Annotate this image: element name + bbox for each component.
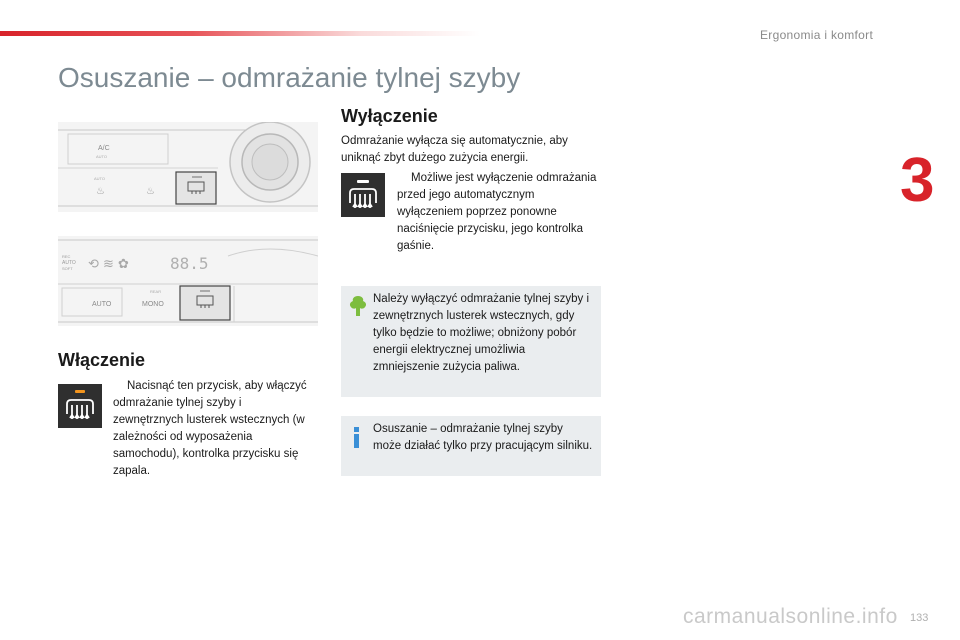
illus-label-rec: REC xyxy=(62,254,71,259)
switch-on-text: Nacisnąć ten przycisk, aby włączyć odmrażanie tylnej szyby i zewnętrznych lusterek wstecznych (w zależności od wyposażenia samochodu), kontrolka przycisku się zapala. xyxy=(113,380,307,477)
page-number: 133 xyxy=(910,612,929,624)
page-title: Osuszanie – odmrażanie tylnej szyby xyxy=(58,62,521,93)
switch-on-instruction xyxy=(113,378,313,480)
rear-defrost-button-off-icon xyxy=(341,173,385,217)
switch-off-instruction xyxy=(397,170,602,255)
illus-label-auto-mode: AUTO xyxy=(62,260,76,266)
illus-label-auto-seat: AUTO xyxy=(94,176,106,181)
switch-off-intro: Odmrażanie wyłącza się automatycznie, aby uniknąć zbyt dużego zużycia energii. xyxy=(341,135,568,164)
info-icon xyxy=(347,424,369,455)
info-note xyxy=(341,416,601,476)
eco-tree-icon xyxy=(347,294,369,323)
illus-label-auto-btn: AUTO xyxy=(92,301,112,308)
illus-label-rear: REAR xyxy=(150,289,162,294)
svg-text:⟲ ≋ ✿: ⟲ ≋ ✿ xyxy=(88,257,129,272)
rear-defrost-button-icon xyxy=(58,384,102,428)
illus-temp-readout: 88.5 xyxy=(170,254,209,273)
svg-text:♨: ♨ xyxy=(146,186,155,197)
illus-label-mono: MONO xyxy=(142,301,164,308)
climate-panel-illustration-bottom xyxy=(58,236,318,326)
info-note-text: Osuszanie – odmrażanie tylnej szyby może działać tylko przy pracującym silniku. xyxy=(373,423,593,452)
illus-label-ac: A/C xyxy=(98,145,110,152)
watermark: carmanualsonline.info xyxy=(683,605,898,628)
header-accent-bar xyxy=(0,31,480,36)
eco-note xyxy=(341,286,601,397)
section-header: Ergonomia i komfort xyxy=(760,28,874,42)
chapter-number: 3 xyxy=(900,146,935,215)
climate-panel-illustration-top xyxy=(58,122,318,212)
eco-note-text: Należy wyłączyć odmrażanie tylnej szyby i zewnętrznych lusterek wstecznych, gdy tylko będzie to możliwe; obniżony pobór energii elektrycznej umożliwia zmniejszenie zużycia paliwa. xyxy=(373,293,590,373)
illus-label-auto-small: AUTO xyxy=(96,154,108,159)
switch-on-heading: Włączenie xyxy=(58,350,146,370)
svg-text:♨: ♨ xyxy=(96,186,105,197)
illus-label-soft: SOFT xyxy=(62,266,73,271)
switch-off-heading: Wyłączenie xyxy=(341,106,438,126)
switch-off-text: Możliwe jest wyłączenie odmrażania przed jego automatycznym wyłączeniem poprzez ponowne naciśnięcie przycisku, jego kontrolka gaśnie. xyxy=(397,172,597,252)
